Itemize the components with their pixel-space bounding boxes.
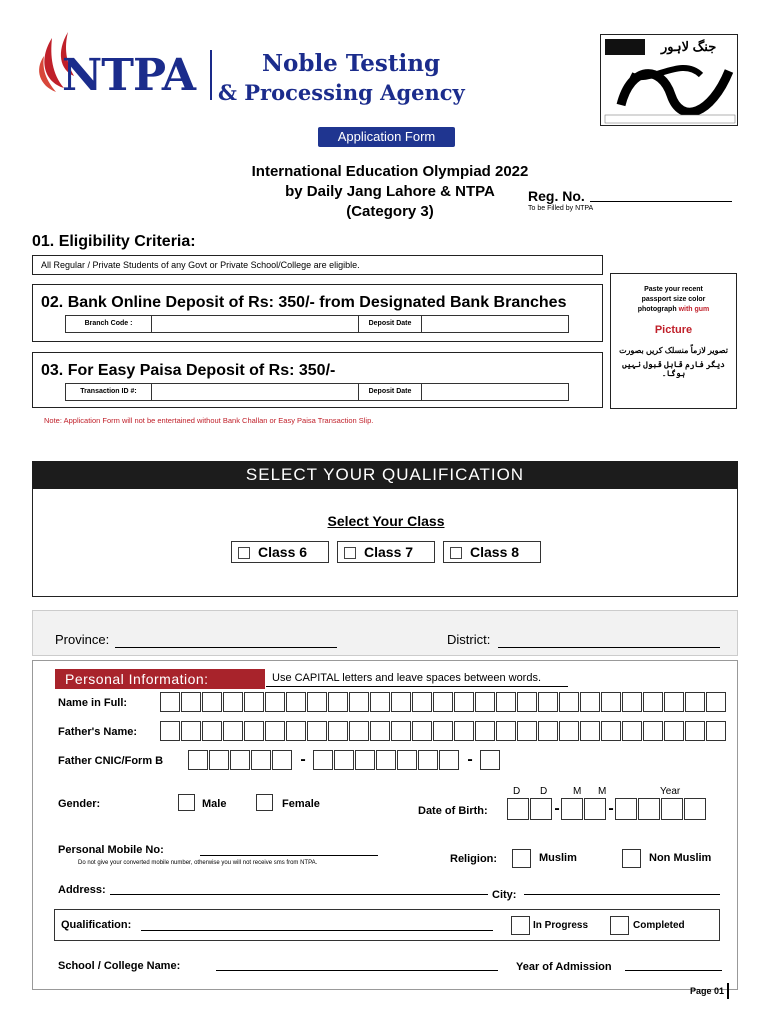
city-label: City: — [492, 889, 517, 901]
qualification-row — [54, 909, 720, 941]
father-name-cell[interactable] — [517, 721, 537, 741]
cnic-cell[interactable] — [480, 750, 500, 770]
father-name-cell[interactable] — [580, 721, 600, 741]
transaction-id-label: Transaction ID #: — [66, 384, 152, 400]
reg-no-label: Reg. No. — [528, 188, 585, 204]
name-cell[interactable] — [433, 692, 453, 712]
cnic-dash: - — [467, 751, 473, 768]
dob-d-1: D — [513, 786, 521, 797]
name-cell[interactable] — [223, 692, 243, 712]
name-label: Name in Full: — [58, 697, 128, 709]
name-cell[interactable] — [370, 692, 390, 712]
name-cell[interactable] — [580, 692, 600, 712]
bank-deposit-date-label: Deposit Date — [358, 316, 422, 332]
title-line-1: International Education Olympiad 2022 — [251, 163, 529, 180]
father-name-cells[interactable] — [160, 721, 727, 741]
name-cell[interactable] — [559, 692, 579, 712]
province-label: Province: — [55, 632, 110, 647]
photo-instruction-2: passport size color — [641, 296, 706, 303]
in-progress-label: In Progress — [533, 920, 589, 931]
name-cell[interactable] — [622, 692, 642, 712]
father-name-cell[interactable] — [706, 721, 726, 741]
non-muslim-checkbox[interactable] — [622, 849, 641, 868]
father-name-cell[interactable] — [328, 721, 348, 741]
challan-note: Note: Application Form will not be entertained without Bank Challan or Easy Paisa Transaction Slip. — [44, 416, 374, 425]
cnic-cells[interactable] — [188, 750, 501, 770]
mobile-input[interactable] — [200, 855, 378, 856]
father-name-cell[interactable] — [160, 721, 180, 741]
mobile-note: Do not give your converted mobile number, otherwise you will not receive sms from NTPA. — [78, 860, 318, 866]
agency-name-line1: Noble Testing — [262, 50, 441, 77]
province-input[interactable] — [115, 647, 337, 648]
photo-box[interactable] — [610, 273, 737, 409]
father-name-cell[interactable] — [181, 721, 201, 741]
dob-cell[interactable] — [638, 798, 660, 820]
district-label: District: — [447, 632, 491, 647]
male-label: Male — [202, 798, 227, 810]
name-cell[interactable] — [160, 692, 180, 712]
name-cell[interactable] — [202, 692, 222, 712]
jang-masthead-text: جنگ لاہور — [661, 39, 717, 54]
dob-year: Year — [660, 786, 681, 797]
name-cells[interactable] — [160, 692, 727, 712]
bank-fields-row — [65, 315, 569, 333]
father-name-cell[interactable] — [559, 721, 579, 741]
class-8-label: Class 8 — [470, 544, 520, 560]
cnic-cell[interactable] — [439, 750, 459, 770]
cnic-cell[interactable] — [397, 750, 417, 770]
qualification-body — [32, 489, 738, 597]
qualification-label: Qualification: — [61, 919, 132, 931]
dob-label: Date of Birth: — [418, 805, 488, 817]
female-label: Female — [282, 798, 320, 810]
class-7-option[interactable] — [337, 541, 435, 563]
name-cell[interactable] — [181, 692, 201, 712]
personal-info-label: Personal Information: — [55, 669, 265, 689]
cnic-cell[interactable] — [209, 750, 229, 770]
bank-heading: 02. Bank Online Deposit of Rs: 350/- from Designated Bank Branches — [41, 294, 567, 311]
dob-cell[interactable] — [615, 798, 637, 820]
father-name-cell[interactable] — [265, 721, 285, 741]
name-cell[interactable] — [349, 692, 369, 712]
capital-letters-instruction: Use CAPITAL letters and leave spaces between words. — [266, 669, 568, 687]
dob-d-2: D — [540, 786, 548, 797]
branch-code-label: Branch Code : — [66, 316, 152, 332]
easypaisa-fields-row — [65, 383, 569, 401]
easypaisa-deposit-date-input[interactable] — [422, 384, 568, 400]
father-name-cell[interactable] — [454, 721, 474, 741]
father-name-cell[interactable] — [601, 721, 621, 741]
cnic-dash: - — [300, 751, 306, 768]
application-form-badge: Application Form — [318, 127, 455, 147]
address-input[interactable] — [110, 894, 488, 895]
ntpa-logo — [34, 30, 214, 110]
easypaisa-deposit-date-label: Deposit Date — [358, 384, 422, 400]
class-6-checkbox[interactable] — [238, 547, 250, 559]
reg-no-note: To be Filled by NTPA — [528, 205, 594, 212]
father-name-cell[interactable] — [622, 721, 642, 741]
cnic-cell[interactable] — [188, 750, 208, 770]
dob-dash: - — [554, 800, 560, 817]
dob-m-1: M — [573, 786, 582, 797]
cnic-cell[interactable] — [376, 750, 396, 770]
father-name-cell[interactable] — [286, 721, 306, 741]
class-7-label: Class 7 — [364, 544, 414, 560]
dob-cell[interactable] — [507, 798, 529, 820]
completed-checkbox[interactable] — [610, 916, 629, 935]
cnic-cell[interactable] — [272, 750, 292, 770]
cnic-cell[interactable] — [355, 750, 375, 770]
father-name-cell[interactable] — [370, 721, 390, 741]
father-name-cell[interactable] — [391, 721, 411, 741]
cnic-cell[interactable] — [313, 750, 333, 770]
class-6-option[interactable] — [231, 541, 329, 563]
name-cell[interactable] — [265, 692, 285, 712]
name-cell[interactable] — [706, 692, 726, 712]
class-8-option[interactable] — [443, 541, 541, 563]
title-line-2: by Daily Jang Lahore & NTPA — [285, 183, 495, 200]
select-class-label: Select Your Class — [327, 513, 445, 529]
in-progress-checkbox[interactable] — [511, 916, 530, 935]
agency-name-line2: & Processing Agency — [218, 80, 465, 105]
name-cell[interactable] — [307, 692, 327, 712]
class-6-label: Class 6 — [258, 544, 308, 560]
eligibility-heading: 01. Eligibility Criteria: — [32, 233, 196, 250]
class-8-checkbox[interactable] — [450, 547, 462, 559]
dob-cell[interactable] — [684, 798, 706, 820]
name-cell[interactable] — [685, 692, 705, 712]
photo-instruction-3 — [611, 306, 736, 313]
transaction-id-input[interactable] — [152, 384, 358, 400]
eligibility-box — [32, 255, 603, 275]
father-name-cell[interactable] — [244, 721, 264, 741]
mobile-label: Personal Mobile No: — [58, 844, 164, 856]
photo-instruction-3a: photograph — [637, 306, 677, 313]
name-cell[interactable] — [391, 692, 411, 712]
dob-cells[interactable] — [507, 798, 707, 820]
father-name-cell[interactable] — [307, 721, 327, 741]
name-cell[interactable] — [601, 692, 621, 712]
religion-label: Religion: — [450, 853, 498, 865]
name-cell[interactable] — [454, 692, 474, 712]
bank-deposit-box — [32, 284, 603, 342]
admission-input[interactable] — [625, 970, 722, 971]
title-line-3: (Category 3) — [346, 203, 434, 220]
qualification-banner: SELECT YOUR QUALIFICATION — [32, 461, 738, 489]
father-name-cell[interactable] — [496, 721, 516, 741]
name-cell[interactable] — [475, 692, 495, 712]
qualification-input[interactable] — [141, 930, 493, 931]
bank-deposit-date-input[interactable] — [422, 316, 568, 332]
male-checkbox[interactable] — [178, 794, 195, 811]
class-7-checkbox[interactable] — [344, 547, 356, 559]
dob-cell[interactable] — [584, 798, 606, 820]
header-divider — [210, 50, 212, 100]
dob-cell[interactable] — [530, 798, 552, 820]
father-name-cell[interactable] — [349, 721, 369, 741]
address-label: Address: — [58, 884, 106, 896]
admission-label: Year of Admission — [516, 961, 612, 973]
page-number: Page 01 — [690, 983, 729, 999]
photo-instruction-1: Paste your recent — [644, 286, 703, 293]
father-name-cell[interactable] — [643, 721, 663, 741]
muslim-label: Muslim — [539, 852, 577, 864]
completed-label: Completed — [633, 920, 685, 931]
non-muslim-label: Non Muslim — [649, 852, 712, 864]
muslim-checkbox[interactable] — [512, 849, 531, 868]
dob-m-2: M — [598, 786, 607, 797]
name-cell[interactable] — [412, 692, 432, 712]
female-checkbox[interactable] — [256, 794, 273, 811]
photo-instruction-3b: with gum — [678, 306, 710, 313]
school-label: School / College Name: — [58, 960, 181, 972]
father-name-cell[interactable] — [223, 721, 243, 741]
father-name-cell[interactable] — [202, 721, 222, 741]
district-input[interactable] — [498, 647, 720, 648]
gender-label: Gender: — [58, 798, 101, 810]
name-cell[interactable] — [244, 692, 264, 712]
easypaisa-box — [32, 352, 603, 408]
easypaisa-heading: 03. For Easy Paisa Deposit of Rs: 350/- — [41, 362, 336, 379]
father-name-cell[interactable] — [538, 721, 558, 741]
father-name-cell[interactable] — [664, 721, 684, 741]
reg-no-field[interactable] — [590, 201, 732, 202]
photo-urdu-note-1: تصویر لازماً منسلک کریں بصورت — [619, 346, 728, 355]
picture-label: Picture — [654, 324, 693, 336]
city-input[interactable] — [524, 894, 720, 895]
dob-cell[interactable] — [561, 798, 583, 820]
name-cell[interactable] — [643, 692, 663, 712]
cnic-cell[interactable] — [230, 750, 250, 770]
father-name-cell[interactable] — [685, 721, 705, 741]
father-name-label: Father's Name: — [58, 726, 138, 738]
eligibility-text: All Regular / Private Students of any Govt or Private School/College are eligible. — [41, 260, 360, 270]
branch-code-input[interactable] — [152, 316, 358, 332]
cnic-label: Father CNIC/Form B — [58, 755, 164, 767]
father-name-cell[interactable] — [412, 721, 432, 741]
father-name-cell[interactable] — [433, 721, 453, 741]
location-panel — [32, 610, 738, 656]
logo-wordmark: NTPA — [62, 50, 195, 101]
photo-urdu-note-2: دیگر فارم قابل قبول نہیں ہوگا۔ — [622, 360, 725, 378]
name-cell[interactable] — [328, 692, 348, 712]
jang-masthead — [600, 34, 738, 126]
dob-dash: - — [608, 800, 614, 817]
name-cell[interactable] — [496, 692, 516, 712]
father-name-cell[interactable] — [475, 721, 495, 741]
cnic-cell[interactable] — [251, 750, 271, 770]
name-cell[interactable] — [538, 692, 558, 712]
cnic-cell[interactable] — [418, 750, 438, 770]
name-cell[interactable] — [664, 692, 684, 712]
form-title — [200, 162, 580, 222]
name-cell[interactable] — [286, 692, 306, 712]
school-input[interactable] — [216, 970, 498, 971]
cnic-cell[interactable] — [334, 750, 354, 770]
name-cell[interactable] — [517, 692, 537, 712]
dob-cell[interactable] — [661, 798, 683, 820]
